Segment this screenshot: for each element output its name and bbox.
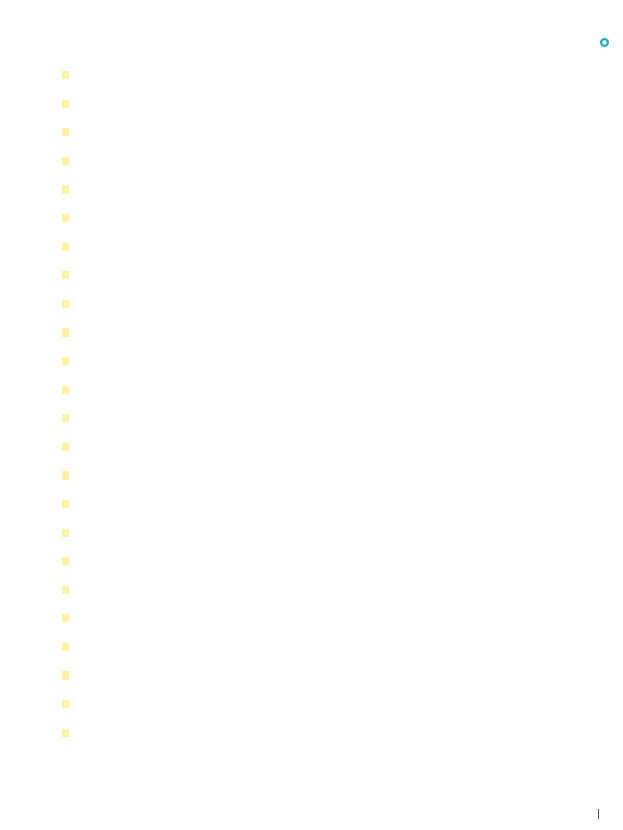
presentation-entry — [321, 509, 567, 536]
presentation-entry — [321, 591, 567, 618]
presentation-id — [62, 128, 69, 136]
presentation-entry — [321, 564, 567, 591]
presentation-entry — [321, 235, 567, 262]
presentation-entry — [62, 300, 308, 329]
presentation-id — [62, 386, 69, 394]
presentation-id — [321, 98, 328, 106]
presentation-entry — [321, 619, 567, 646]
presentation-id — [62, 243, 69, 251]
presentation-entry — [321, 318, 567, 345]
presentation-id — [321, 263, 328, 271]
presentation-id — [62, 357, 69, 365]
presentation-id — [62, 557, 69, 565]
presentation-id — [321, 318, 328, 326]
presentation-id — [321, 564, 328, 572]
presentation-id — [62, 443, 69, 451]
presentation-entry — [321, 71, 567, 98]
presentation-entry — [321, 345, 567, 372]
presentation-id — [321, 235, 328, 243]
footer-divider — [598, 809, 599, 819]
presentation-entry — [62, 500, 308, 529]
presentation-id — [321, 372, 328, 380]
presentation-id — [62, 328, 69, 336]
presentation-entry — [62, 271, 308, 300]
presentation-id — [321, 290, 328, 298]
presentation-id — [321, 153, 328, 161]
presentation-id — [321, 208, 328, 216]
presentation-entry — [321, 372, 567, 399]
presentation-id — [321, 728, 328, 736]
presentation-entry — [62, 671, 308, 700]
presentation-id — [62, 100, 69, 108]
presentation-id — [62, 614, 69, 622]
presentation-id — [62, 185, 69, 193]
presentation-id — [321, 646, 328, 654]
presentation-id — [321, 482, 328, 490]
presentation-entry — [321, 208, 567, 235]
presentation-entry — [321, 482, 567, 509]
presentation-id — [62, 414, 69, 422]
presentation-id — [321, 619, 328, 627]
presentation-entry — [62, 643, 308, 672]
presentation-entry — [321, 400, 567, 427]
presentation-id — [62, 157, 69, 165]
presentation-id — [321, 400, 328, 408]
presentation-entry — [62, 386, 308, 415]
presentation-id — [62, 300, 69, 308]
presentation-entry — [62, 100, 308, 129]
presentation-id — [62, 586, 69, 594]
presentation-id — [62, 729, 69, 737]
presentation-entry — [62, 357, 308, 386]
presentation-entry — [62, 729, 308, 758]
presentation-id — [62, 500, 69, 508]
presentation-entry — [62, 700, 308, 729]
presentation-id — [321, 181, 328, 189]
presentation-id — [62, 643, 69, 651]
page-header — [595, 34, 609, 50]
presentation-entry — [321, 646, 567, 673]
presentation-entry — [321, 537, 567, 564]
presentation-id — [321, 345, 328, 353]
presentation-id — [321, 71, 328, 79]
presentation-id — [321, 509, 328, 517]
presentation-entry — [62, 328, 308, 357]
presentation-id — [321, 701, 328, 709]
presentation-entry — [62, 243, 308, 272]
page-footer — [588, 809, 609, 819]
presentation-entry — [321, 427, 567, 454]
presentation-id — [321, 537, 328, 545]
presentation-entry — [62, 128, 308, 157]
presentation-entry — [62, 557, 308, 586]
presentation-entry — [62, 529, 308, 558]
presentation-entry — [62, 471, 308, 500]
presentation-id — [321, 126, 328, 134]
presentation-entry — [321, 728, 567, 755]
presentation-id — [321, 674, 328, 682]
presentation-id — [62, 471, 69, 479]
presentation-entry — [321, 701, 567, 728]
circle-marker-icon — [600, 38, 609, 47]
presentation-id — [62, 214, 69, 222]
presentation-entry — [62, 214, 308, 243]
presentation-entry — [62, 157, 308, 186]
presentation-entry — [62, 414, 308, 443]
presentation-id — [321, 454, 328, 462]
presentation-entry — [62, 185, 308, 214]
presentation-id — [62, 71, 69, 79]
presentation-id — [62, 671, 69, 679]
presentation-entry — [62, 443, 308, 472]
presentation-id — [321, 427, 328, 435]
presentation-entry — [321, 126, 567, 153]
left-column — [62, 71, 308, 757]
right-column — [321, 71, 567, 756]
presentation-entry — [321, 674, 567, 701]
presentation-entry — [62, 71, 308, 100]
presentation-entry — [62, 586, 308, 615]
presentation-id — [62, 700, 69, 708]
presentation-id — [62, 271, 69, 279]
presentation-entry — [321, 263, 567, 290]
presentation-id — [62, 529, 69, 537]
presentation-entry — [321, 153, 567, 180]
presentation-id — [321, 591, 328, 599]
presentation-entry — [62, 614, 308, 643]
presentation-entry — [321, 290, 567, 317]
presentation-entry — [321, 454, 567, 481]
presentation-entry — [321, 181, 567, 208]
presentation-entry — [321, 98, 567, 125]
